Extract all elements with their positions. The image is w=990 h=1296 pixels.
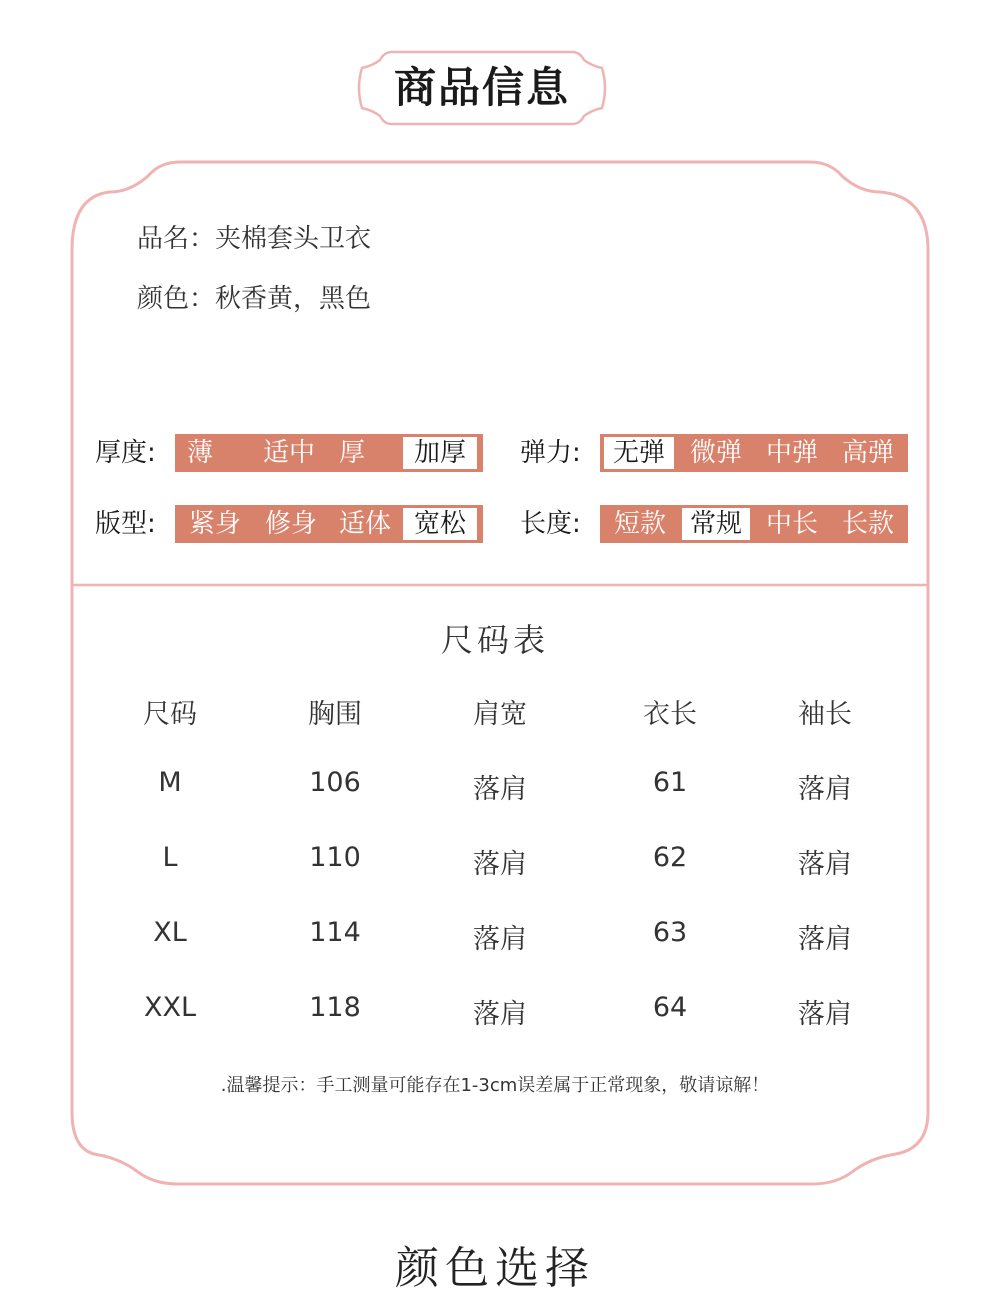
product-colors: 颜色：秋香黄，黑色 — [137, 284, 372, 314]
product-name: 品名：夹棉套头卫衣 — [137, 224, 372, 254]
cell-size: XL — [153, 917, 187, 948]
elasticity-option-slight: 微弹 — [689, 438, 742, 468]
measurement-note: .温馨提示：手工测量可能存在1-3cm误差属于正常现象，敬请谅解！ — [220, 1075, 770, 1096]
thickness-option-medium: 适中 — [262, 438, 315, 468]
cell-sleeve: 落肩 — [798, 999, 852, 1030]
fit-label: 版型: — [95, 509, 156, 539]
elasticity-label: 弹力: — [520, 438, 581, 468]
fit-option-tight: 紧身 — [188, 509, 241, 539]
elasticity-option-high: 高弹 — [841, 438, 894, 468]
cell-length: 61 — [652, 767, 688, 798]
size-table-title: 尺码表 — [440, 621, 549, 659]
header-shoulder: 肩宽 — [473, 699, 527, 730]
cell-length: 63 — [652, 917, 688, 948]
cell-shoulder: 落肩 — [473, 924, 527, 955]
fit-bar — [175, 505, 483, 543]
cell-sleeve: 落肩 — [798, 774, 852, 805]
cell-size: M — [158, 767, 182, 798]
fit-option-slim: 修身 — [264, 509, 317, 539]
thickness-option-thick: 厚 — [338, 438, 365, 468]
header-sleeve: 袖长 — [798, 699, 852, 730]
elasticity-option-none: 无弹 — [604, 437, 674, 469]
header-length: 衣长 — [643, 699, 697, 730]
cell-chest: 114 — [309, 917, 361, 948]
length-bar — [600, 505, 908, 543]
page-title: 商品信息 — [393, 63, 570, 112]
cell-sleeve: 落肩 — [798, 849, 852, 880]
color-selection-title: 颜色选择 — [395, 1243, 595, 1294]
length-label: 长度: — [520, 509, 581, 539]
cell-shoulder: 落肩 — [473, 849, 527, 880]
cell-length: 64 — [652, 992, 688, 1023]
elasticity-option-medium: 中弹 — [765, 438, 818, 468]
cell-shoulder: 落肩 — [473, 774, 527, 805]
length-option-regular: 常规 — [682, 508, 750, 540]
fit-option-regular: 适体 — [338, 509, 391, 539]
elasticity-bar — [600, 434, 908, 472]
header-chest: 胸围 — [308, 699, 362, 730]
thickness-label: 厚度: — [95, 438, 156, 468]
header-size: 尺码 — [143, 699, 197, 730]
cell-chest: 118 — [309, 992, 361, 1023]
cell-size: XXL — [143, 992, 197, 1023]
thickness-option-extra-thick: 加厚 — [403, 437, 477, 469]
thickness-option-thin: 薄 — [186, 438, 213, 468]
cell-size: L — [162, 842, 178, 873]
cell-sleeve: 落肩 — [798, 924, 852, 955]
cell-length: 62 — [652, 842, 688, 873]
thickness-bar — [175, 434, 483, 472]
fit-option-loose: 宽松 — [403, 508, 477, 540]
length-option-long: 长款 — [841, 509, 894, 539]
length-option-mid: 中长 — [765, 509, 818, 539]
cell-chest: 110 — [309, 842, 361, 873]
cell-shoulder: 落肩 — [473, 999, 527, 1030]
cell-chest: 106 — [309, 767, 361, 798]
length-option-short: 短款 — [613, 509, 666, 539]
